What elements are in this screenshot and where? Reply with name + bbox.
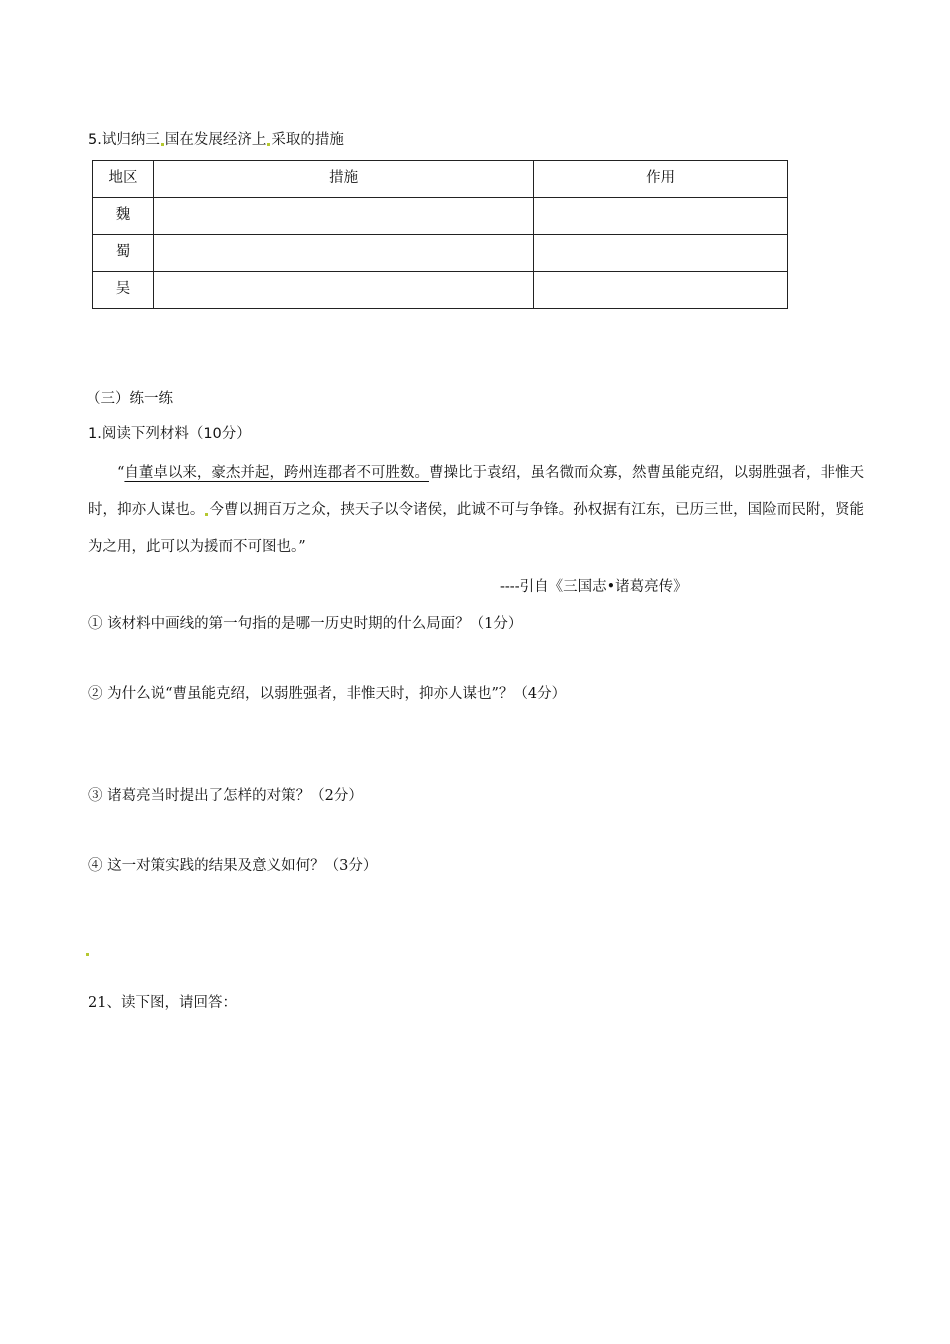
region-cell: 蜀	[93, 235, 154, 272]
measure-cell[interactable]	[153, 198, 533, 235]
region-cell: 魏	[93, 198, 154, 235]
reading-passage	[88, 455, 864, 566]
marker-dot	[86, 953, 89, 956]
sub-question-4: ④ 这一对策实践的结果及意义如何？（3分）	[88, 858, 378, 874]
marker-dot	[267, 143, 270, 146]
passage-part-2: 曹操比于袁绍，虽名微而众寡，然曹虽能克绍，以弱胜强者，非惟天时，抑亦人谋也。	[88, 465, 865, 518]
question-5-title-part1: 5.试归纳三	[88, 132, 160, 148]
table-row	[93, 198, 788, 235]
measures-table	[92, 160, 788, 309]
effect-cell[interactable]	[534, 272, 788, 309]
sub-question-3: ③ 诸葛亮当时提出了怎样的对策？（2分）	[88, 788, 363, 804]
measure-cell[interactable]	[153, 272, 533, 309]
marker-dot	[161, 143, 164, 146]
sub-question-1: ① 该材料中画线的第一句指的是哪一历史时期的什么局面？（1分）	[88, 616, 523, 632]
underlined-sentence: 自董卓以来，豪杰并起，跨州连郡者不可胜数。	[124, 465, 429, 481]
question-5-title	[88, 128, 344, 149]
passage-part-3: 今曹以拥百万之众，挟天子以令诸侯，此诚不可与争锋。孙权据有江东，已历三世，国险而民附，贤能为之用，此可以为援而不可图也。”	[88, 502, 865, 555]
question-1-title: 1.阅读下列材料（10分）	[88, 426, 251, 442]
section-heading: （三）练一练	[86, 391, 173, 407]
header-effect: 作用	[534, 161, 788, 198]
region-cell: 吴	[93, 272, 154, 309]
question-5-title-part3: 采取的措施	[271, 132, 344, 148]
question-5-title-part2: 国在发展经济上	[164, 132, 267, 148]
table-row	[93, 235, 788, 272]
passage-citation: ----引自《三国志•诸葛亮传》	[500, 579, 688, 595]
sub-question-2: ② 为什么说“曹虽能克绍，以弱胜强者，非惟天时，抑亦人谋也”？（4分）	[88, 686, 567, 702]
header-region: 地区	[93, 161, 154, 198]
marker-dot	[205, 513, 208, 516]
header-measure: 措施	[153, 161, 533, 198]
measure-cell[interactable]	[153, 235, 533, 272]
effect-cell[interactable]	[534, 198, 788, 235]
passage-open-quote: “	[117, 465, 125, 481]
table-header-row	[93, 161, 788, 198]
effect-cell[interactable]	[534, 235, 788, 272]
table-row	[93, 272, 788, 309]
question-21-title: 21、读下图，请回答：	[88, 995, 237, 1011]
